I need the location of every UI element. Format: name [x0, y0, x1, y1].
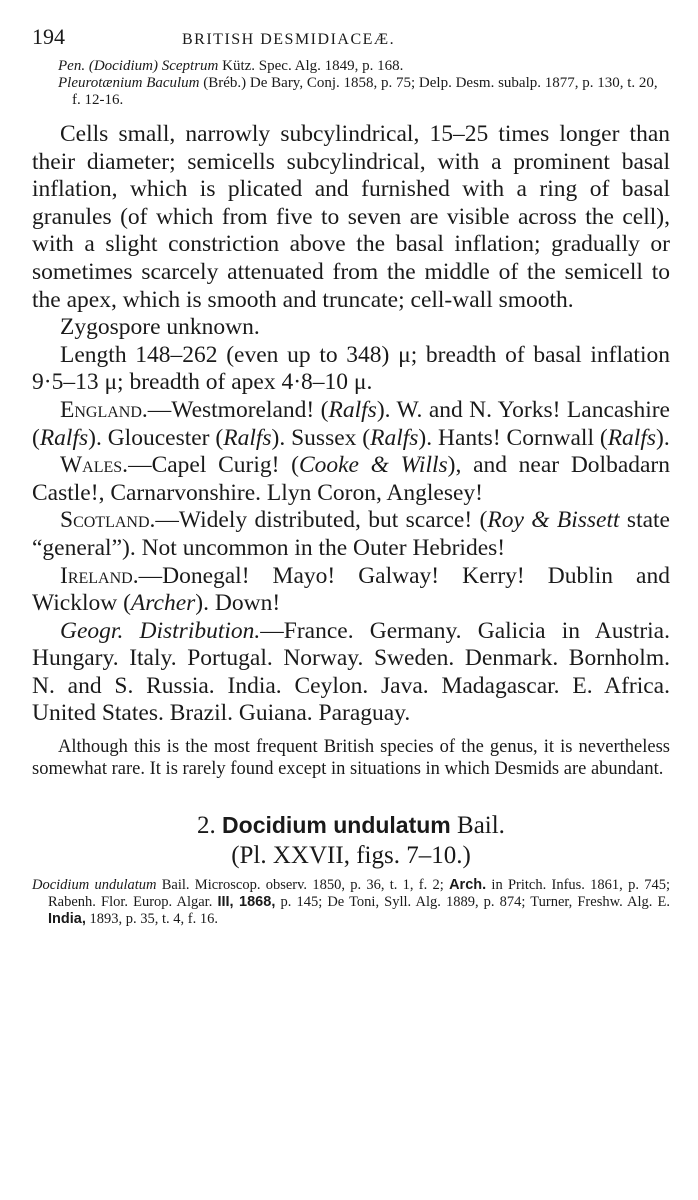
page-header — [32, 24, 670, 58]
synonym-citation: (Bréb.) De Bary, Conj. 1858, p. 75; Delp. Desm. subalp. 1877, p. 130, t. 20, f. 12-16. — [72, 75, 658, 108]
ireland-paragraph: Ireland.—Donegal! Mayo! Galway! Kerry! Dublin and Wicklow (Archer). Down! — [32, 562, 670, 617]
region-label: England. — [60, 396, 148, 423]
references: Docidium undulatum Bail. Microscop. observ. 1850, p. 36, t. 1, f. 2; Arch. in Pritch. Infus. 1861, p. 745; Rabenh. Flor. Europ. Algar. III, 1868, p. 145; De Toni, Syll. Alg. 1889, p. 874; Turner, Freshw. Alg. E. India, 1893, p. 35, t. 4, f. 16. — [32, 877, 671, 928]
synonym-entry — [58, 58, 670, 75]
remarks — [32, 736, 670, 780]
synonymy — [58, 58, 670, 109]
distribution-label: Geogr. Distribution. — [60, 617, 261, 644]
distribution-paragraph: Geogr. Distribution.—France. Germany. Galicia in Austria. Hungary. Italy. Portugal. Norway. Sweden. Denmark. Bornholm. N. and S. Russia. India. Ceylon. Java. Madagascar. E. Africa. United States. Brazil. Guiana. Paraguay. — [32, 617, 670, 727]
region-label: Wales. — [60, 452, 129, 479]
remarks-paragraph: Although this is the most frequent British species of the genus, it is nevertheless somewhat rare. It is rarely found except in situations in which Desmids are abundant. — [32, 737, 670, 780]
synonym-name: Pleurotænium Baculum — [58, 75, 200, 91]
region-label: Scotland. — [60, 507, 156, 534]
reference-name: Docidium undulatum — [32, 877, 157, 894]
england-paragraph: England.—Westmoreland! (Ralfs). W. and N. Yorks! Lancashire (Ralfs). Gloucester (Ralfs). Sussex (Ralfs). Hants! Cornwall (Ralfs). — [32, 396, 670, 451]
species-number: 2. — [197, 812, 216, 840]
species-body — [32, 121, 670, 728]
synonym-name: Pen. (Docidium) Sceptrum — [58, 58, 219, 74]
plate-reference: (Pl. XXVII, figs. 7–10.) — [231, 842, 471, 870]
dimensions-paragraph: Length 148–262 (even up to 348) μ; breadth of basal inflation 9·5–13 μ; breadth of apex 4·8–10 μ. — [32, 341, 670, 396]
zygospore-paragraph: Zygospore unknown. — [60, 314, 260, 341]
page-number: 194 — [32, 24, 65, 49]
region-label: Ireland. — [60, 562, 139, 589]
scotland-paragraph: Scotland.—Widely distributed, but scarce! (Roy & Bissett state “general”). Not uncommon in the Outer Hebrides! — [32, 507, 670, 561]
synonym-citation: Kütz. Spec. Alg. 1849, p. 168. — [218, 58, 404, 74]
synonym-entry — [58, 75, 670, 109]
wales-paragraph: Wales.—Capel Curig! (Cooke & Wills), and near Dolbadarn Castle!, Carnarvonshire. Llyn Coron, Anglesey! — [32, 452, 671, 506]
species-name: Docidium undulatum — [222, 812, 451, 839]
species-heading — [32, 810, 670, 841]
species-author: Bail. — [457, 812, 505, 840]
description-paragraph: Cells small, narrowly subcylindrical, 15–25 times longer than their diameter; semicells subcylindrical, with a prominent basal inflation, which is plicated and furnished with a ring of basal granules (of which from five to seven are visible across the cell), with a slight constriction above the basal inflation; gradually or sometimes scarcely attenuated from the middle of the semicell to the apex, which is smooth and truncate; cell-wall smooth. — [32, 121, 670, 313]
running-title: BRITISH DESMIDIACEÆ. — [182, 31, 396, 48]
